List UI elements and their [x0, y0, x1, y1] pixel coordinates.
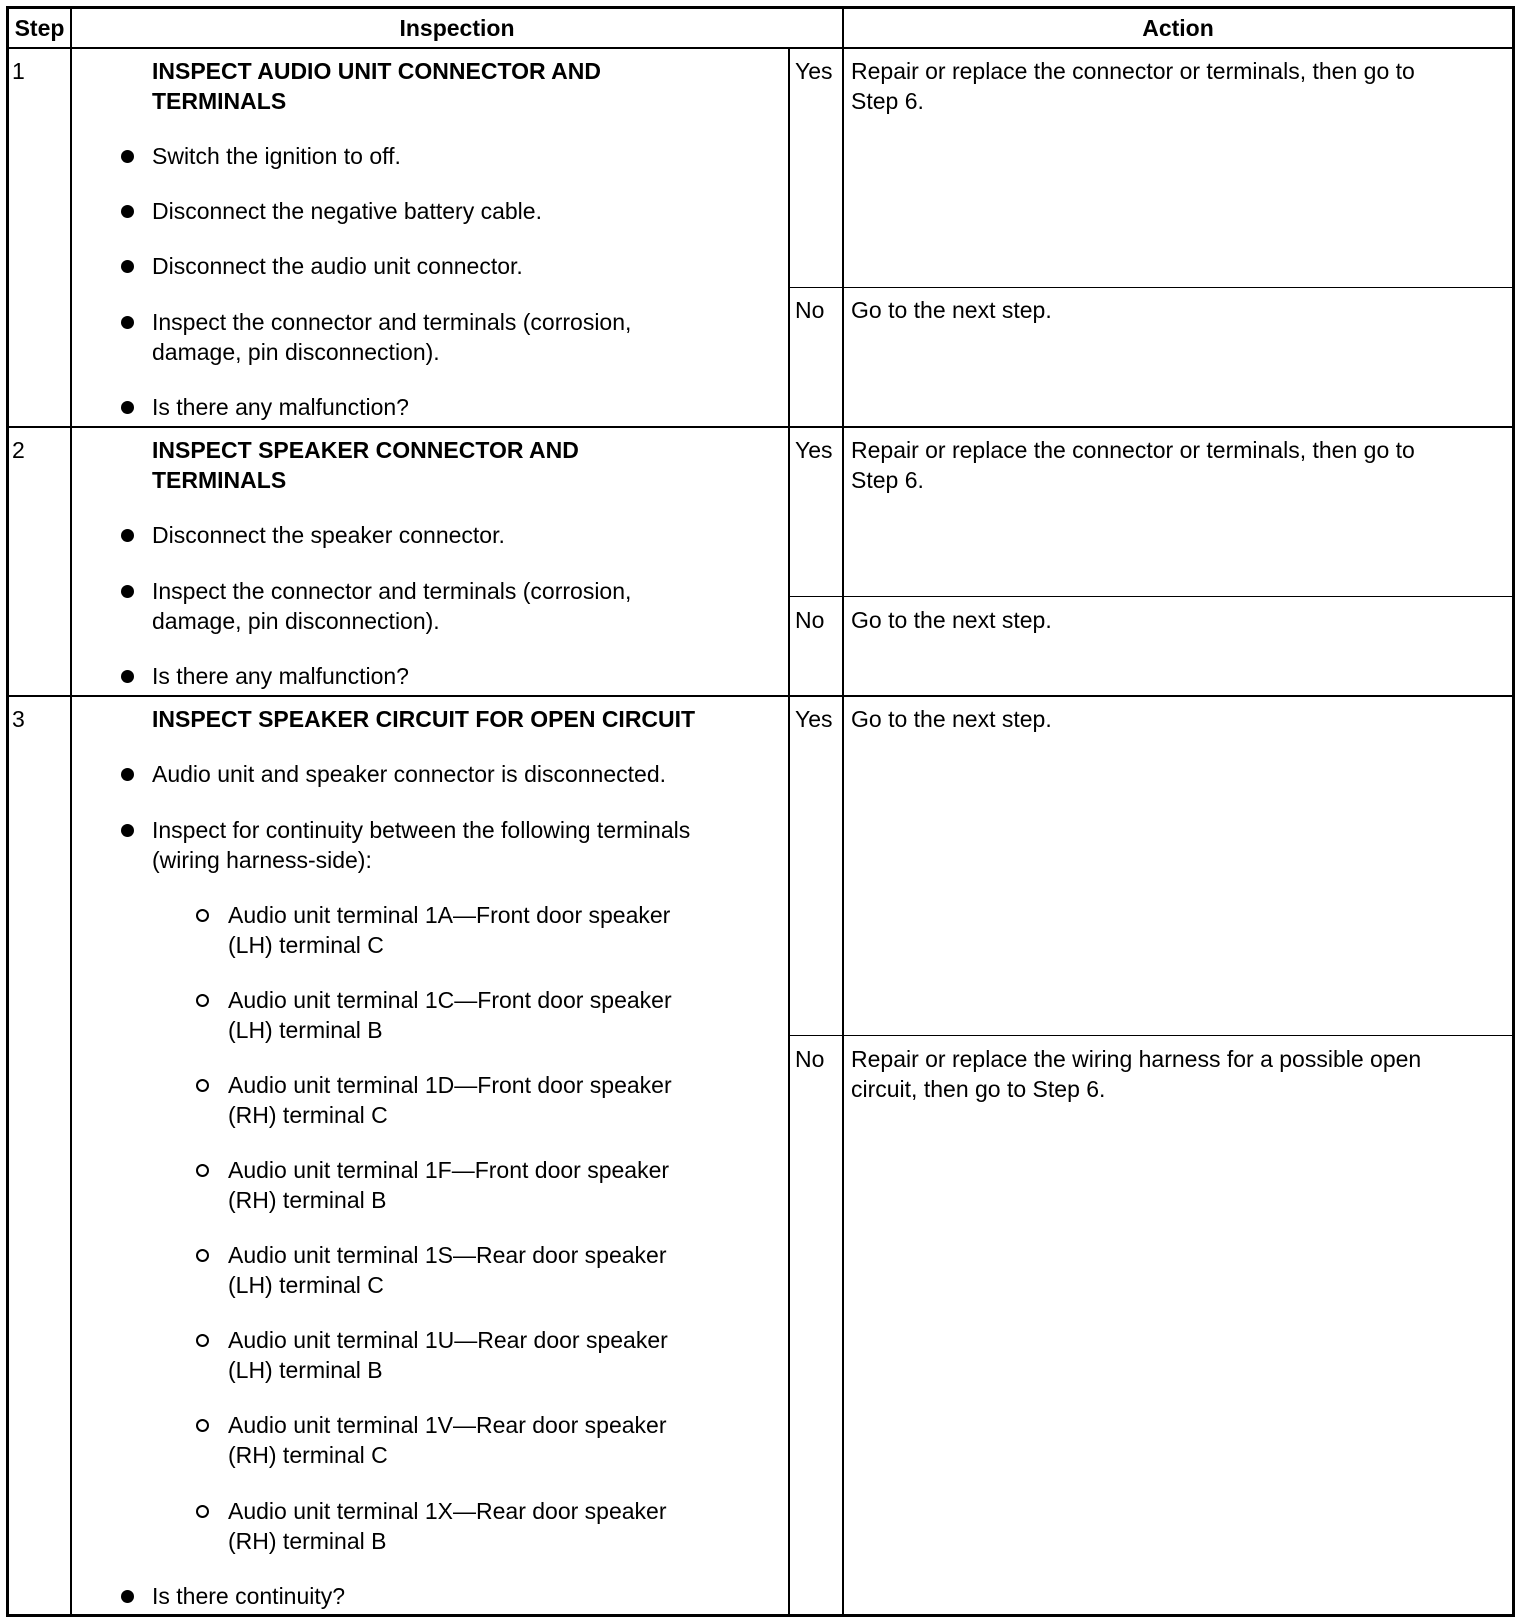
header-divider — [6, 47, 1515, 49]
bullet-text: Is there any malfunction? — [152, 663, 409, 689]
sub-bullet-text: (LH) terminal C — [228, 932, 384, 958]
sub-bullet-text: Audio unit terminal 1F—Front door speaker — [228, 1157, 670, 1183]
step-number: 1 — [12, 58, 25, 84]
sub-bullet-text: Audio unit terminal 1D—Front door speaker — [228, 1072, 672, 1098]
sub-bullet-icon — [196, 1164, 209, 1177]
header-inspection: Inspection — [399, 15, 515, 41]
step-number: 2 — [12, 437, 25, 463]
no-action: Go to the next step. — [851, 607, 1052, 633]
sub-bullet-text: (RH) terminal C — [228, 1442, 388, 1468]
sub-bullet-icon — [196, 1419, 209, 1432]
sub-bullet-text: (RH) terminal B — [228, 1187, 387, 1213]
bullet-text: Is there continuity? — [152, 1583, 346, 1609]
bullet-icon — [121, 260, 134, 273]
sub-bullet-icon — [196, 1334, 209, 1347]
sub-bullet-text: Audio unit terminal 1X—Rear door speaker — [228, 1498, 667, 1524]
sub-bullet-text: (LH) terminal B — [228, 1357, 383, 1383]
bullet-text: damage, pin disconnection). — [152, 608, 440, 634]
sub-bullet-icon — [196, 1249, 209, 1262]
yes-action: Step 6. — [851, 88, 924, 114]
bullet-icon — [121, 401, 134, 414]
bullet-icon — [121, 824, 134, 837]
yes-label: Yes — [795, 58, 833, 84]
bullet-icon — [121, 205, 134, 218]
yes-action: Step 6. — [851, 467, 924, 493]
row1-yesno-divider — [788, 287, 1515, 288]
sub-bullet-text: Audio unit terminal 1A—Front door speaker — [228, 902, 671, 928]
bullet-icon — [121, 1590, 134, 1603]
sub-bullet-text: (LH) terminal C — [228, 1272, 384, 1298]
sub-bullet-text: Audio unit terminal 1V—Rear door speaker — [228, 1412, 667, 1438]
bullet-text: Audio unit and speaker connector is disconnected. — [152, 761, 666, 787]
sub-bullet-text: (RH) terminal B — [228, 1528, 387, 1554]
sub-bullet-icon — [196, 1505, 209, 1518]
bullet-icon — [121, 150, 134, 163]
no-label: No — [795, 607, 825, 633]
table-border-top — [6, 6, 1515, 9]
row2-yesno-divider — [788, 596, 1515, 597]
table-border-left — [6, 6, 9, 1617]
bullet-icon — [121, 316, 134, 329]
sub-bullet-text: Audio unit terminal 1C—Front door speaker — [228, 987, 672, 1013]
bullet-icon — [121, 585, 134, 598]
col-divider-action — [842, 6, 844, 1617]
bullet-text: (wiring harness-side): — [152, 847, 372, 873]
bullet-text: Inspect the connector and terminals (corrosion, — [152, 578, 632, 604]
bullet-icon — [121, 670, 134, 683]
step-title: INSPECT SPEAKER CONNECTOR AND — [152, 437, 579, 463]
table-border-right — [1512, 6, 1515, 1617]
step-title: TERMINALS — [152, 88, 287, 114]
row3-yesno-divider — [788, 1035, 1515, 1036]
col-divider-step — [70, 6, 72, 1617]
header-action: Action — [1142, 15, 1214, 41]
table-border-bottom — [6, 1614, 1515, 1617]
bullet-text: Inspect for continuity between the following terminals — [152, 817, 691, 843]
col-divider-yesno — [788, 48, 790, 1617]
step-title: INSPECT AUDIO UNIT CONNECTOR AND — [152, 58, 601, 84]
bullet-text: Disconnect the audio unit connector. — [152, 253, 523, 279]
bullet-icon — [121, 768, 134, 781]
no-action: circuit, then go to Step 6. — [851, 1076, 1106, 1102]
yes-label: Yes — [795, 437, 833, 463]
no-label: No — [795, 297, 825, 323]
sub-bullet-icon — [196, 909, 209, 922]
yes-label: Yes — [795, 706, 833, 732]
sub-bullet-text: (RH) terminal C — [228, 1102, 388, 1128]
yes-action: Repair or replace the connector or terminals, then go to — [851, 58, 1415, 84]
bullet-text: Disconnect the negative battery cable. — [152, 198, 542, 224]
row2-divider — [6, 695, 1515, 697]
no-action: Go to the next step. — [851, 297, 1052, 323]
bullet-text: damage, pin disconnection). — [152, 339, 440, 365]
bullet-text: Inspect the connector and terminals (corrosion, — [152, 309, 632, 335]
no-action: Repair or replace the wiring harness for a possible open — [851, 1046, 1422, 1072]
sub-bullet-text: (LH) terminal B — [228, 1017, 383, 1043]
sub-bullet-icon — [196, 1079, 209, 1092]
bullet-text: Disconnect the speaker connector. — [152, 522, 505, 548]
no-label: No — [795, 1046, 825, 1072]
sub-bullet-icon — [196, 994, 209, 1007]
bullet-text: Is there any malfunction? — [152, 394, 409, 420]
yes-action: Repair or replace the connector or terminals, then go to — [851, 437, 1415, 463]
sub-bullet-text: Audio unit terminal 1U—Rear door speaker — [228, 1327, 668, 1353]
sub-bullet-text: Audio unit terminal 1S—Rear door speaker — [228, 1242, 667, 1268]
row1-divider — [6, 426, 1515, 428]
yes-action: Go to the next step. — [851, 706, 1052, 732]
header-step: Step — [14, 15, 65, 41]
step-number: 3 — [12, 706, 25, 732]
bullet-icon — [121, 529, 134, 542]
step-title: INSPECT SPEAKER CIRCUIT FOR OPEN CIRCUIT — [152, 706, 696, 732]
step-title: TERMINALS — [152, 467, 287, 493]
bullet-text: Switch the ignition to off. — [152, 143, 401, 169]
